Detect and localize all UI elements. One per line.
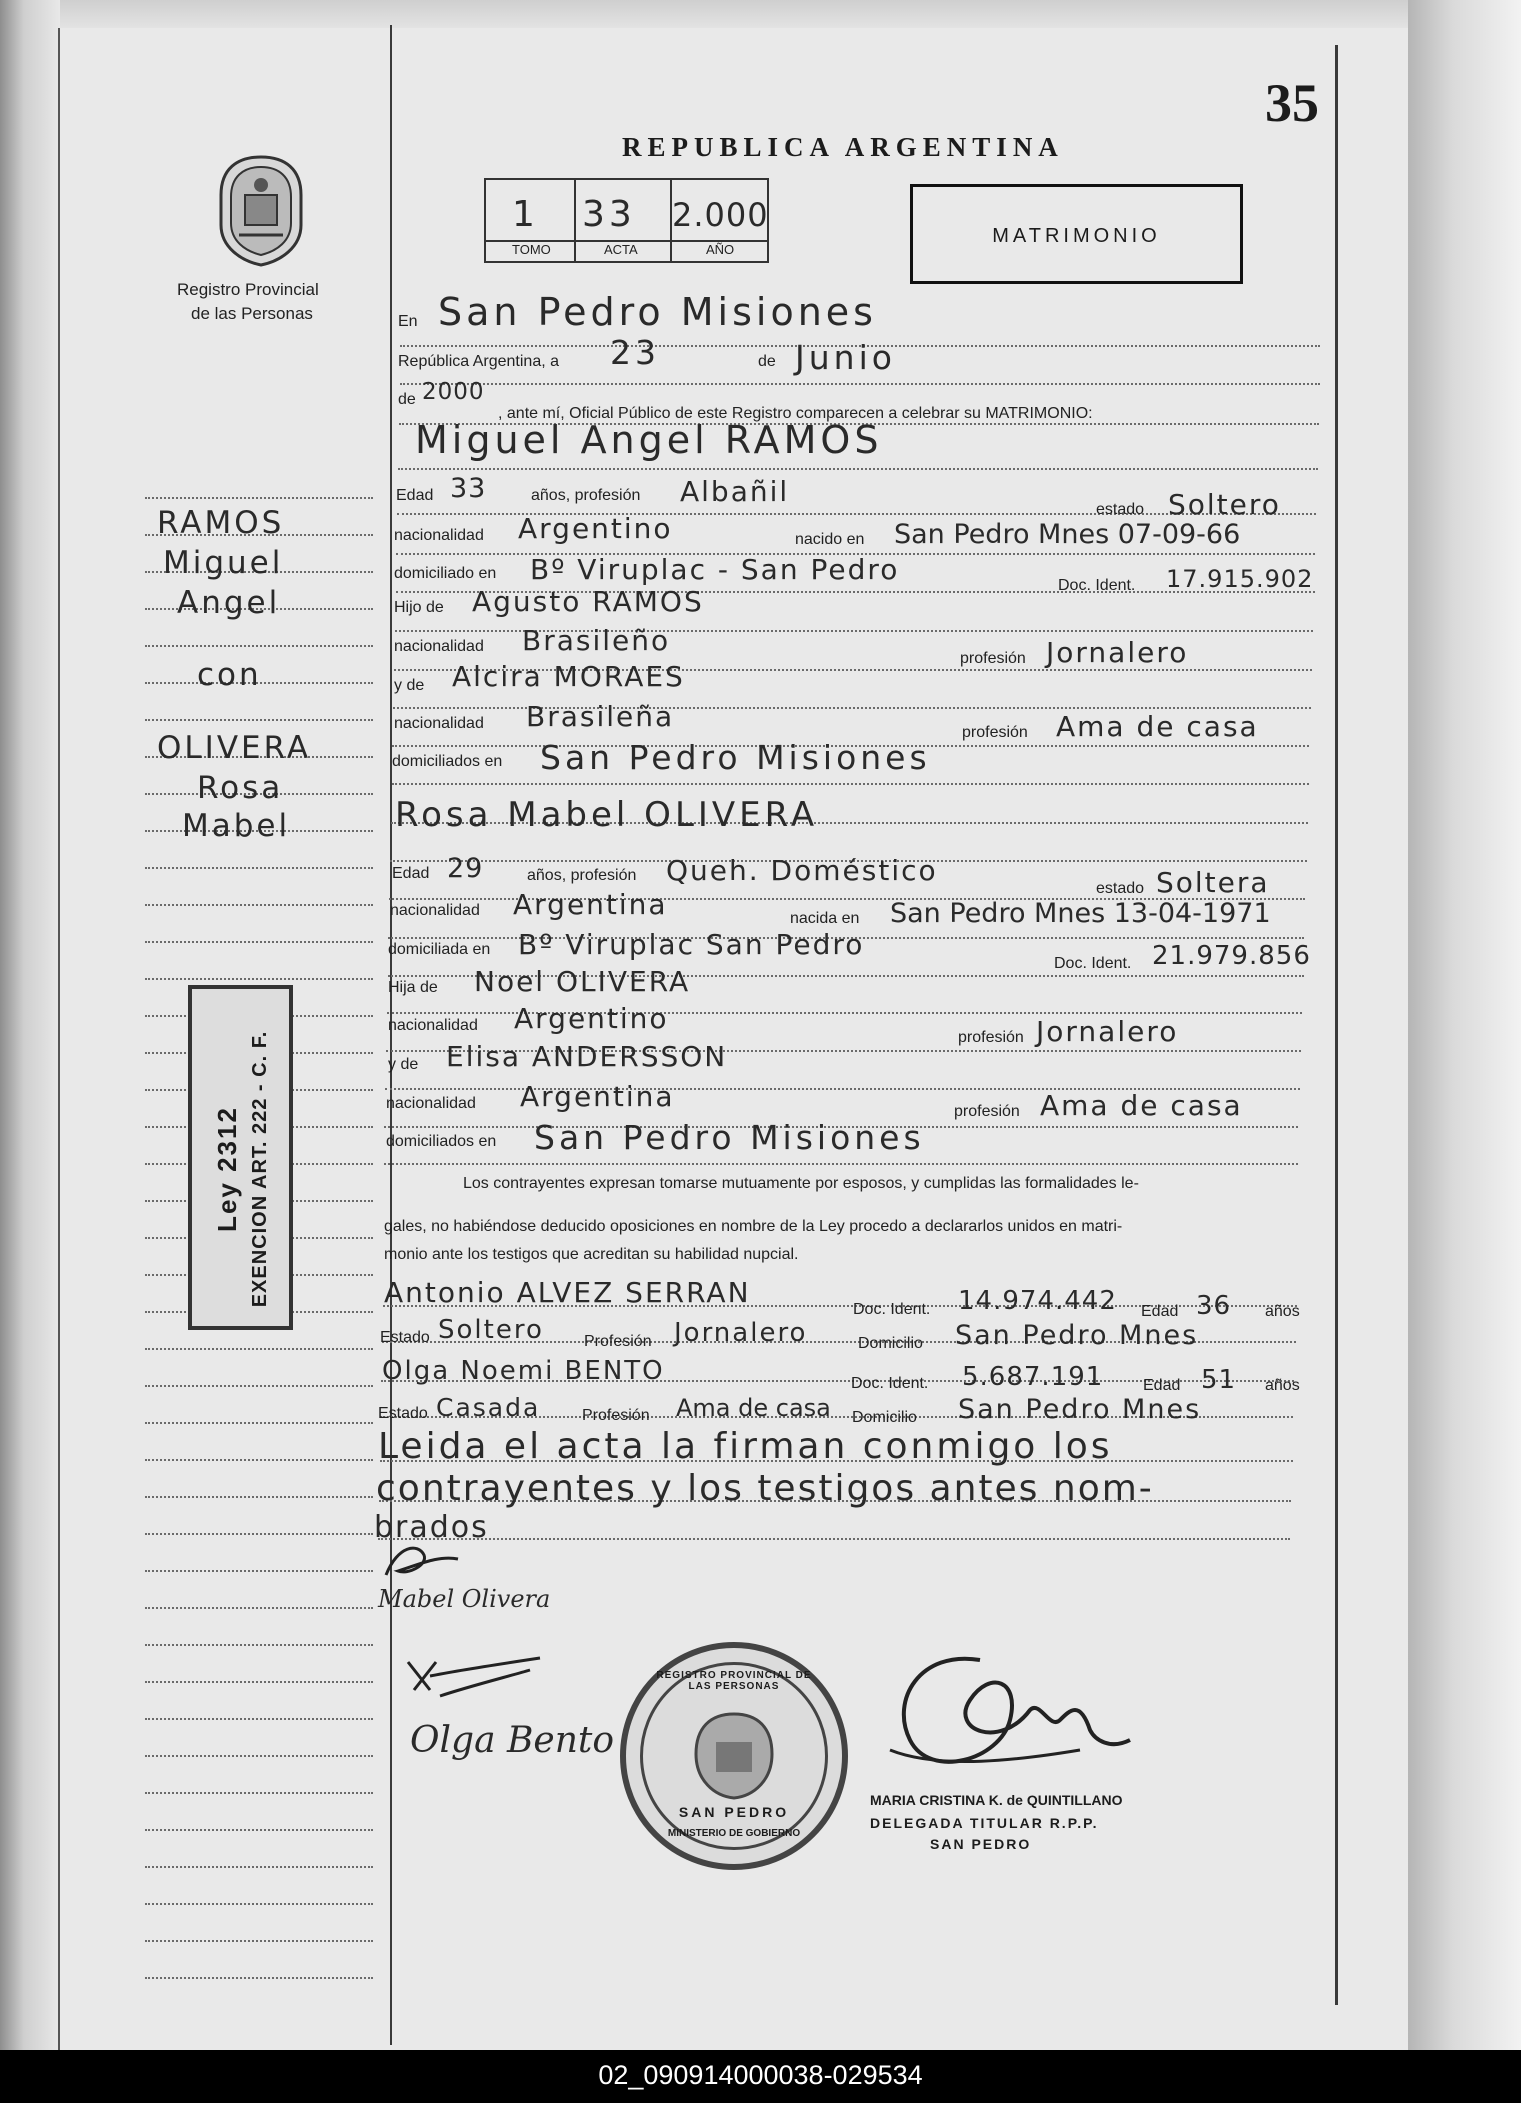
bride-profession: Queh. Doméstico — [666, 854, 938, 887]
margin-groom-name-2: Angel — [177, 585, 281, 621]
book-binding-edge — [0, 0, 60, 2050]
official-signature-icon — [880, 1640, 1150, 1800]
witness1-doc: 14.974.442 — [958, 1286, 1117, 1316]
label-profesion-w2: Profesión — [582, 1407, 650, 1424]
groom-mother-nationality: Brasileña — [526, 700, 675, 733]
act-type-label: MATRIMONIO — [992, 225, 1161, 247]
label-anos-profesion: años, profesión — [531, 487, 641, 504]
tax-exemption-stamp — [188, 985, 293, 1330]
witness2-address: San Pedro Mnes — [958, 1394, 1202, 1425]
registry-line-2: de las Personas — [191, 304, 313, 323]
bride-address: Bº Viruplac San Pedro — [518, 928, 865, 961]
groom-status: Soltero — [1168, 488, 1281, 521]
witness2-signature: Olga Bento — [410, 1720, 615, 1761]
witness2-profession: Ama de casa — [676, 1394, 831, 1422]
label-nacida-en: nacida en — [790, 910, 860, 927]
closing-line-1: Leida el acta la firman conmigo los — [378, 1426, 1113, 1467]
label-estado-bride: estado — [1096, 880, 1145, 897]
label-estado-w1: Estado — [380, 1329, 430, 1346]
label-nacionalidad-padre: nacionalidad — [394, 638, 484, 655]
margin-groom-surname: RAMOS — [157, 505, 285, 541]
stamp-ley-line-2: EXENCION ART. 222 - C. F. — [249, 1030, 271, 1308]
groom-address: Bº Viruplac - San Pedro — [530, 553, 900, 586]
margin-dotted-line — [145, 941, 373, 943]
label-domicilio-w2: Domicilio — [852, 1409, 917, 1426]
body-dotted-line — [384, 1163, 1298, 1165]
seal-bottom-text: MINISTERIO DE GOBIERNO — [667, 1828, 801, 1839]
witness1-status: Soltero — [438, 1315, 544, 1345]
label-nacionalidad-bride-madre: nacionalidad — [386, 1095, 476, 1112]
declaration-line-3: monio ante los testigos que acreditan su habilidad nupcial. — [384, 1246, 799, 1263]
label-ante-mi: , ante mí, Oficial Público de este Registro comparecen a celebrar su MATRIMONIO: — [498, 405, 1093, 422]
bride-parents-address: San Pedro Misiones — [534, 1118, 925, 1157]
matrimonio-box — [910, 184, 1243, 284]
bride-father-profession: Jornalero — [1036, 1015, 1179, 1048]
bride-age: 29 — [447, 853, 484, 884]
margin-bride-name-1: Rosa — [197, 770, 284, 806]
country-title: REPUBLICA ARGENTINA — [622, 132, 1064, 162]
margin-dotted-line — [145, 1570, 373, 1572]
label-profesion-w1: Profesión — [584, 1333, 652, 1350]
margin-dotted-line — [145, 1533, 373, 1535]
label-estado-w2: Estado — [378, 1405, 428, 1422]
bride-mother: Elisa ANDERSSON — [446, 1040, 728, 1073]
bride-status: Soltera — [1156, 866, 1270, 899]
margin-dotted-line — [145, 978, 373, 980]
label-nacionalidad: nacionalidad — [394, 527, 484, 544]
label-hijo-de: Hijo de — [394, 599, 444, 616]
label-estado: estado — [1096, 501, 1145, 518]
scan-right-edge — [1408, 0, 1521, 2050]
official-place: SAN PEDRO — [930, 1836, 1032, 1852]
official-name: MARIA CRISTINA K. de QUINTILLANO — [870, 1792, 1123, 1808]
margin-dotted-line — [145, 1459, 373, 1461]
label-y-de: y de — [394, 677, 425, 694]
margin-dotted-line — [145, 1977, 373, 1979]
margin-bride-surname: OLIVERA — [157, 730, 312, 766]
label-doc-ident: Doc. Ident. — [1058, 577, 1136, 594]
body-dotted-line — [378, 1538, 1290, 1540]
margin-dotted-line — [145, 1755, 373, 1757]
margin-dotted-line — [145, 1718, 373, 1720]
margin-dotted-line — [145, 645, 373, 647]
bride-birth: San Pedro Mnes 13-04-1971 — [890, 898, 1271, 929]
groom-parents-address: San Pedro Misiones — [540, 738, 931, 777]
witness2-name: Olga Noemi BENTO — [382, 1356, 665, 1386]
label-edad-w2: Edad — [1143, 1377, 1181, 1394]
witness2-age: 51 — [1201, 1365, 1237, 1395]
declaration-line-1: Los contrayentes expresan tomarse mutuamente por esposos, y cumplidas las formalidades le- — [463, 1175, 1139, 1192]
label-edad-bride: Edad — [392, 865, 430, 882]
registry-round-seal — [620, 1642, 848, 1870]
right-border — [1335, 45, 1338, 2005]
groom-signature-icon — [378, 1535, 468, 1585]
seal-crest-icon — [688, 1710, 780, 1802]
bride-mother-nationality: Argentina — [520, 1080, 675, 1113]
witness1-signature-icon — [400, 1650, 550, 1720]
seal-ring-text: REGISTRO PROVINCIAL DE LAS PERSONAS — [656, 1670, 812, 1692]
groom-mother: Alcira MORAES — [452, 660, 685, 693]
tomo-label: TOMO — [512, 242, 551, 257]
groom-father: Agusto RAMOS — [472, 585, 704, 618]
margin-dotted-line — [145, 1940, 373, 1942]
margin-dotted-line — [145, 1496, 373, 1498]
label-profesion-bride-madre: profesión — [954, 1103, 1020, 1120]
official-title: DELEGADA TITULAR R.P.P. — [870, 1815, 1099, 1831]
act-day: 23 — [610, 333, 660, 372]
margin-dotted-line — [145, 1681, 373, 1683]
witness2-doc: 5.687.191 — [962, 1362, 1104, 1392]
margin-dotted-line — [145, 1829, 373, 1831]
ano-value: 2.000 — [672, 196, 769, 234]
bride-doc: 21.979.856 — [1152, 941, 1311, 971]
closing-line-2: contrayentes y los testigos antes nom- — [376, 1468, 1154, 1509]
label-domiciliados-en: domiciliados en — [392, 753, 503, 770]
witness1-address: San Pedro Mnes — [955, 1320, 1199, 1351]
body-dotted-line — [398, 468, 1318, 470]
bride-nationality: Argentina — [513, 888, 668, 921]
margin-dotted-line — [145, 497, 373, 499]
margin-dotted-line — [145, 719, 373, 721]
page-number: 35 — [1265, 73, 1319, 133]
tomo-acta-ano-box — [484, 178, 769, 263]
groom-nationality: Argentino — [518, 512, 673, 545]
bride-mother-profession: Ama de casa — [1040, 1089, 1243, 1122]
label-anos-w1: años — [1265, 1303, 1300, 1320]
margin-dotted-line — [145, 1422, 373, 1424]
margin-dotted-line — [145, 1348, 373, 1350]
margin-dotted-line — [145, 1644, 373, 1646]
seal-center-text: SAN PEDRO — [678, 1804, 790, 1820]
margin-dotted-line — [145, 1607, 373, 1609]
groom-age: 33 — [450, 473, 487, 504]
stamp-ley-line-1: Ley 2312 — [212, 1106, 242, 1232]
act-year: 2000 — [422, 379, 485, 405]
label-nacionalidad-bride: nacionalidad — [390, 902, 480, 919]
label-hija-de: Hija de — [388, 979, 438, 996]
witness1-age: 36 — [1196, 1291, 1232, 1321]
closing-line-3: brados — [374, 1510, 489, 1545]
declaration-line-2: gales, no habiéndose deducido oposiciones en nombre de la Ley procedo a declararlos unidos en matri- — [384, 1218, 1123, 1235]
registry-line-1: Registro Provincial — [177, 280, 319, 299]
witness1-profession: Jornalero — [674, 1318, 808, 1348]
label-nacido-en: nacido en — [795, 531, 865, 548]
province-crest-icon — [215, 155, 307, 267]
label-profesion-madre: profesión — [962, 724, 1028, 741]
acta-label: ACTA — [604, 242, 638, 257]
label-doc-ident-w1: Doc. Ident. — [853, 1301, 931, 1318]
tomo-value: 1 — [512, 194, 539, 235]
margin-connector: con — [197, 657, 262, 693]
label-nacionalidad-madre: nacionalidad — [394, 715, 484, 732]
label-republica: República Argentina, a — [398, 353, 559, 370]
label-de: de — [758, 353, 776, 370]
bride-father-nationality: Argentino — [514, 1002, 669, 1035]
label-domiciliada-en: domiciliada en — [388, 941, 491, 958]
witness2-status: Casada — [436, 1393, 541, 1422]
groom-father-nationality: Brasileño — [522, 624, 671, 657]
label-en: En — [398, 313, 418, 330]
margin-groom-name-1: Miguel — [163, 545, 284, 581]
groom-father-profession: Jornalero — [1046, 636, 1189, 669]
groom-mother-profession: Ama de casa — [1056, 710, 1259, 743]
margin-dotted-line — [145, 1903, 373, 1905]
scan-identifier: 02_090914000038-029534 — [598, 2060, 923, 2090]
label-domiciliado-en: domiciliado en — [394, 565, 497, 582]
label-nacionalidad-bride-padre: nacionalidad — [388, 1017, 478, 1034]
label-de-2: de — [398, 391, 416, 408]
margin-dotted-line — [145, 1792, 373, 1794]
label-edad-w1: Edad — [1141, 1303, 1179, 1320]
label-profesion-bride-padre: profesión — [958, 1029, 1024, 1046]
body-dotted-line — [400, 383, 1320, 385]
groom-profession: Albañil — [680, 475, 790, 508]
margin-divider — [390, 25, 392, 2045]
label-domiciliados-en-bride: domiciliados en — [386, 1133, 497, 1150]
groom-full-name: Miguel Angel RAMOS — [415, 418, 883, 462]
label-anos-w2: años — [1265, 1377, 1300, 1394]
label-y-de-bride: y de — [388, 1056, 419, 1073]
label-anos-profesion-bride: años, profesión — [527, 867, 637, 884]
margin-dotted-line — [145, 904, 373, 906]
bride-signature: Mabel Olivera — [378, 1585, 551, 1613]
groom-birth: San Pedro Mnes 07-09-66 — [894, 519, 1241, 550]
witness1-name: Antonio ALVEZ SERRAN — [384, 1276, 751, 1309]
label-doc-ident-bride: Doc. Ident. — [1054, 955, 1132, 972]
groom-doc: 17.915.902 — [1166, 565, 1314, 593]
margin-dotted-line — [145, 1866, 373, 1868]
acta-value: 33 — [582, 194, 636, 235]
bride-full-name: Rosa Mabel OLIVERA — [395, 795, 819, 835]
bride-father: Noel OLIVERA — [474, 965, 691, 998]
margin-dotted-line — [145, 1385, 373, 1387]
ano-label: AÑO — [706, 242, 735, 257]
label-domicilio-w1: Domicilio — [858, 1335, 923, 1352]
label-profesion-padre: profesión — [960, 650, 1026, 667]
body-dotted-line — [392, 783, 1309, 785]
label-doc-ident-w2: Doc. Ident. — [851, 1375, 929, 1392]
act-place: San Pedro Misiones — [438, 290, 877, 334]
act-month: Junio — [795, 338, 896, 377]
label-edad: Edad — [396, 487, 434, 504]
margin-bride-name-2: Mabel — [182, 808, 291, 844]
margin-dotted-line — [145, 867, 373, 869]
scan-top-edge — [0, 0, 1521, 28]
